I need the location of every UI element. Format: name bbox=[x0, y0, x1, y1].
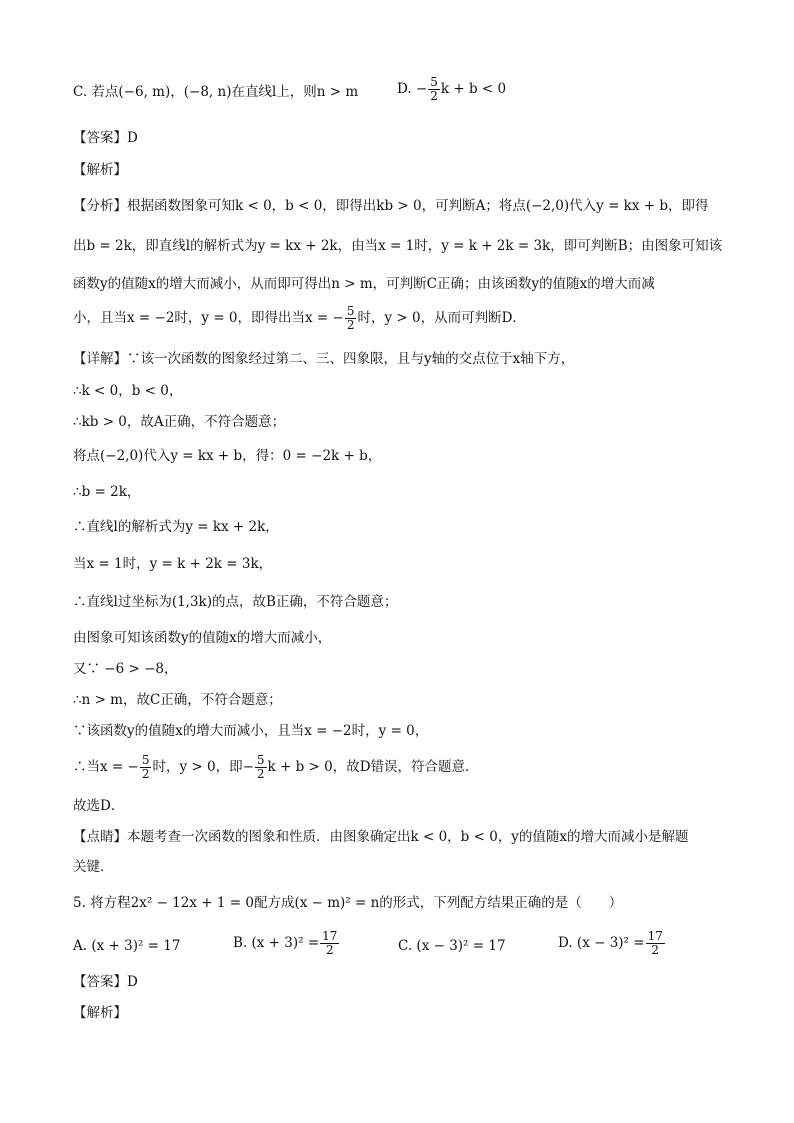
detail-text-5: ∴b = 2k， bbox=[73, 484, 141, 500]
detail-text-11: ∴n > m，故C正确，不符合题意； bbox=[73, 692, 282, 708]
analysis-text-3: 函数y的值随x的增大而减小，从而即可得出n > m，可判断C正确；由该函数y的值随x的增大而减 bbox=[73, 276, 655, 292]
detail-text-10: 又∵ −6 > −8， bbox=[73, 661, 178, 677]
comment-text-1: 【点睛】本题考查一次函数的图象和性质．由图象确定出k < 0，b < 0，y的值随x的增大而减小是解题 bbox=[73, 829, 689, 845]
detail-text-2: ∴k < 0，b < 0， bbox=[73, 383, 183, 399]
option-d: D. − $\frac{5}{2}$ k + b < 0 bbox=[397, 75, 507, 103]
analysis-text-2: 出b = 2k，即直线l的解析式为y = kx + 2k，由当x = 1时，y = k + 2k = 3k，即可判断B；由图象可知该 bbox=[73, 238, 723, 254]
option-d: D. (x − 3)² = $\frac{17}{2}$ bbox=[558, 929, 663, 957]
conclusion-text: 故选D． bbox=[73, 798, 125, 814]
answer-label: 【答案】D bbox=[73, 130, 138, 146]
fraction: $\frac{5}{2}$ bbox=[141, 753, 150, 781]
detail-text-13: ∴当x = − $\frac{5}{2}$ 时，y > 0，即− $\frac{5}{2}$ k + b > 0，故D错误，符合题意． bbox=[73, 753, 479, 781]
option-c: C. (x − 3)² = 17 bbox=[398, 938, 506, 954]
analysis-text-4: 小，且当x = −2时，y = 0，即得出当x = − $\frac{5}{2}$ 时，y > 0，从而可判断D． bbox=[73, 304, 526, 332]
answer-label-2: 【答案】D bbox=[73, 974, 138, 990]
detail-text-12: ∵该函数y的值随x的增大而减小，且当x = −2时，y = 0， bbox=[73, 723, 429, 739]
analysis-text-1: 【分析】根据函数图象可知k < 0，b < 0，即得出kb > 0，可判断A；将点(−2,0)代入y = kx + b，即得 bbox=[73, 198, 709, 214]
fraction: $\frac{5}{2}$ bbox=[430, 75, 438, 103]
fraction: $\frac{17}{2}$ bbox=[322, 929, 338, 957]
comment-text-2: 关键． bbox=[73, 859, 114, 875]
option-c: C. 若点(−6, m)，(−8, n)在直线l上，则n > m bbox=[73, 84, 359, 100]
detail-text-1: 【详解】∵该一次函数的图象经过第二、三、四象限，且与y轴的交点位于x轴下方， bbox=[73, 351, 575, 367]
fraction: $\frac{17}{2}$ bbox=[647, 929, 663, 957]
detail-text-9: 由图象可知该函数y的值随x的增大而减小， bbox=[73, 630, 332, 646]
detail-text-7: 当x = 1时，y = k + 2k = 3k， bbox=[73, 556, 273, 572]
detail-text-4: 将点(−2,0)代入y = kx + b，得：0 = −2k + b， bbox=[73, 448, 382, 464]
analysis-label: 【解析】 bbox=[73, 162, 127, 178]
detail-text-3: ∴kb > 0，故A正确，不符合题意； bbox=[73, 414, 286, 430]
option-a: A. (x + 3)² = 17 bbox=[73, 938, 181, 954]
question-5: 5. 将方程2x² − 12x + 1 = 0配方成(x − m)² = n的形式，下列配方结果正确的是（ ） bbox=[73, 895, 623, 911]
analysis-label-2: 【解析】 bbox=[73, 1005, 127, 1021]
fraction: $\frac{5}{2}$ bbox=[346, 304, 355, 332]
option-c-line bbox=[73, 75, 507, 103]
detail-text-6: ∴直线l的解析式为y = kx + 2k， bbox=[73, 519, 279, 535]
fraction: $\frac{5}{2}$ bbox=[256, 753, 265, 781]
option-b: B. (x + 3)² = $\frac{17}{2}$ bbox=[233, 929, 338, 957]
detail-text-8: ∴直线l过坐标为(1,3k)的点，故B正确，不符合题意； bbox=[73, 594, 398, 610]
